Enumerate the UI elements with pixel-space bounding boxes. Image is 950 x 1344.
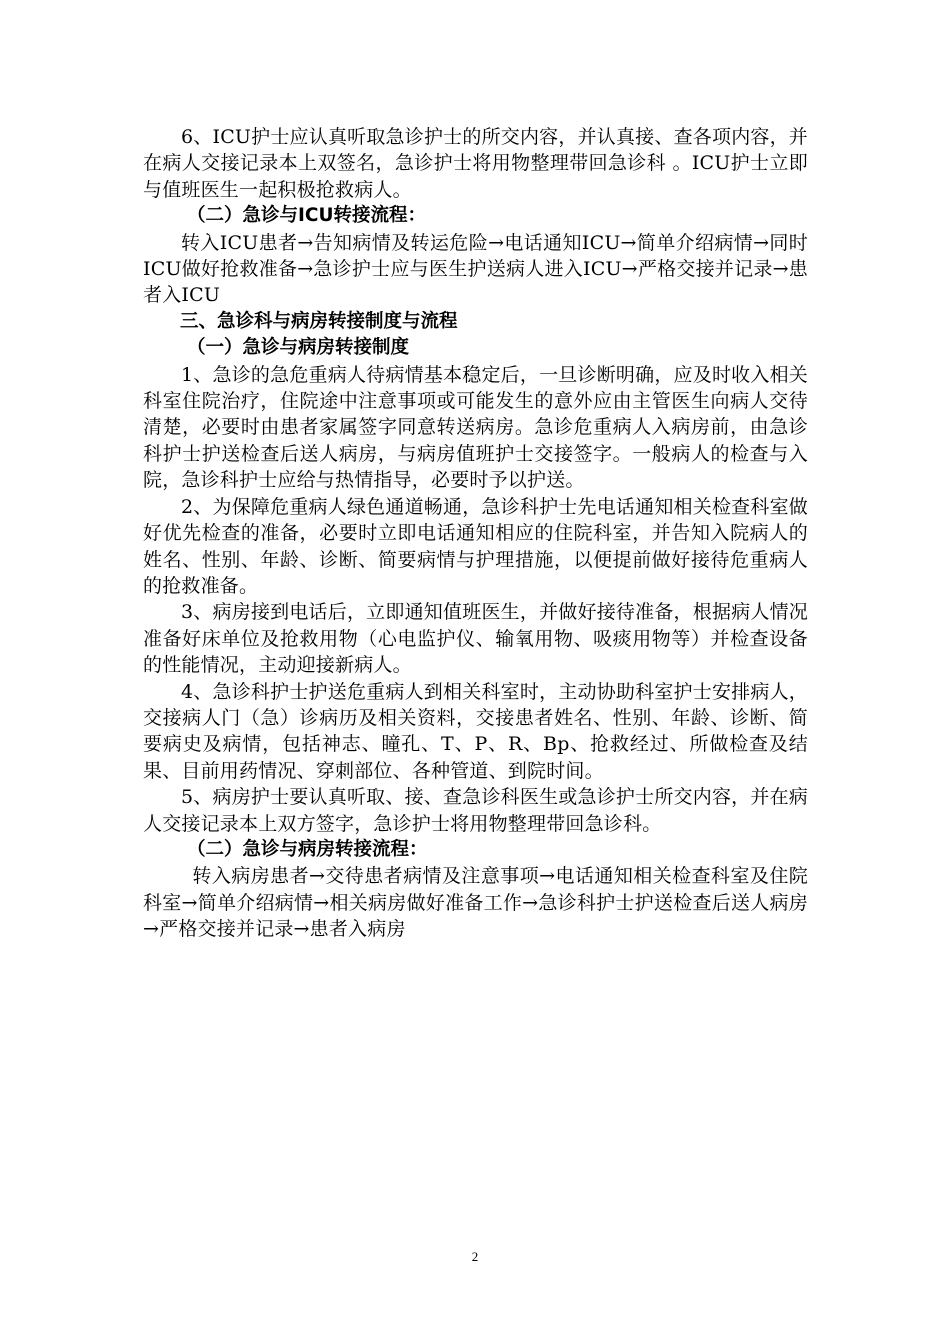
paragraph-icu-handover-6: 6、ICU护士应认真听取急诊护士的所交内容，并认真接、查各项内容，并在病人交接记录本上双签名，急诊护士将用物整理带回急诊科 。ICU护士立即与值班医生一起积极抢救病人。 bbox=[143, 126, 808, 201]
paragraph-er-ward-flow: 转入病房患者→交待患者病情及注意事项→电话通知相关检查科室及住院科室→简单介绍病情→相关病房做好准备工作→急诊科护士护送检查后送人病房→严格交接并记录→患者入病房 bbox=[143, 865, 808, 941]
paragraph-rule-5: 5、病房护士要认真听取、接、查急诊科医生或急诊护士所交内容，并在病人交接记录本上双方签字，急诊护士将用物整理带回急诊科。 bbox=[143, 786, 808, 835]
heading-er-ward-transfer-rules: （一）急诊与病房转接制度 bbox=[187, 337, 410, 359]
paragraph-rule-3: 3、病房接到电话后，立即通知值班医生，并做好接待准备，根据病人情况准备好床单位及抢救用物（心电监护仪、输氧用物、吸痰用物等）并检查设备的性能情况，主动迎接新病人。 bbox=[143, 601, 808, 677]
page-number: 2 bbox=[471, 1249, 479, 1264]
paragraph-rule-4: 4、急诊科护士护送危重病人到相关科室时，主动协助科室护士安排病人，交接病人门（急）诊病历及相关资料，交接患者姓名、性别、年龄、诊断、简要病史及病情，包括神志、瞳孔、T、P、R、Bp、抢救经过、所做检查及结果、目前用药情况、穿刺部位、各种管道、到院时间。 bbox=[143, 680, 808, 782]
document-body bbox=[143, 124, 808, 943]
heading-section-three: 三、急诊科与病房转接制度与流程 bbox=[180, 310, 458, 332]
heading-er-icu-transfer-flow: （二）急诊与ICU转接流程： bbox=[187, 205, 426, 227]
paragraph-rule-2: 2、为保障危重病人绿色通道畅通，急诊科护士先电话通知相关检查科室做好优先检查的准备，必要时立即电话通知相应的住院科室，并告知入院病人的姓名、性别、年龄、诊断、简要病情与护理措施，以便提前做好接待危重病人的抢救准备。 bbox=[143, 495, 808, 597]
paragraph-er-icu-flow: 转入ICU患者→告知病情及转运危险→电话通知ICU→简单介绍病情→同时ICU做好抢救准备→急诊护士应与医生护送病人进入ICU→严格交接并记录→患者入ICU bbox=[143, 231, 808, 307]
heading-er-ward-transfer-flow: （二）急诊与病房转接流程： bbox=[187, 838, 428, 860]
paragraph-rule-1: 1、急诊的急危重病人待病情基本稳定后，一旦诊断明确，应及时收入相关科室住院治疗，住院途中注意事项或可能发生的意外应由主管医生向病人交待清楚，必要时由患者家属签字同意转送病房。急诊危重病人入病房前，由急诊科护士护送检查后送人病房，与病房值班护士交接签字。一般病人的检查与入院，急诊科护士应给与热情指导，必要时予以护送。 bbox=[143, 363, 808, 492]
